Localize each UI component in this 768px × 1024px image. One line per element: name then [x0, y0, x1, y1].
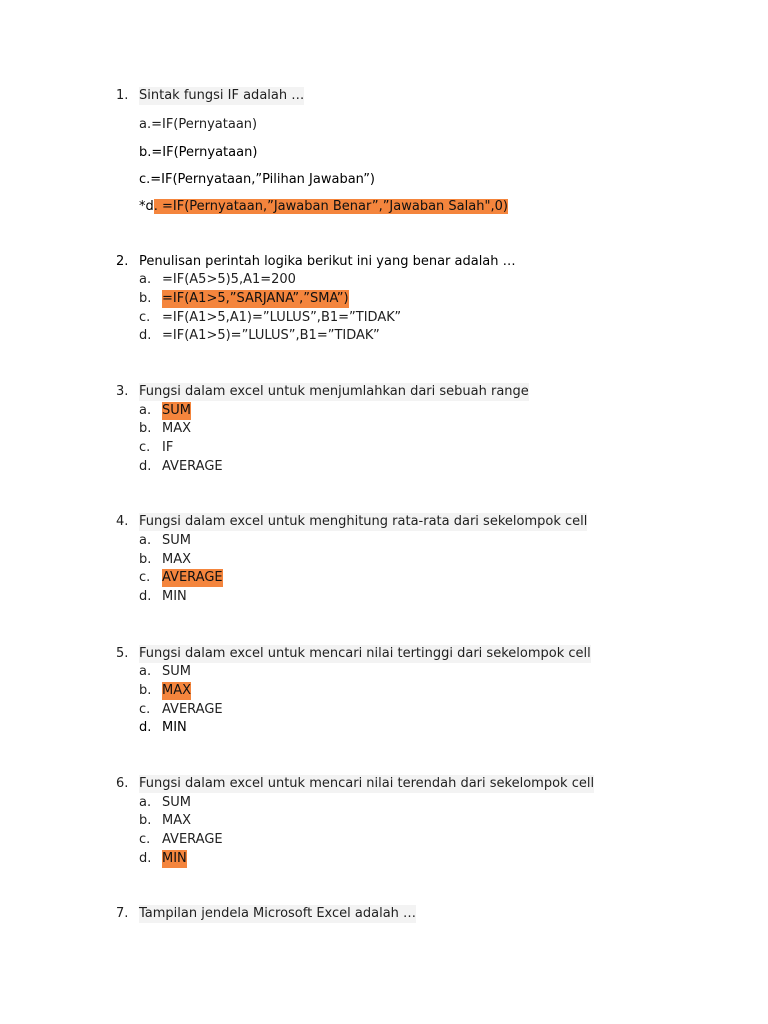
option-text: MAX — [162, 813, 192, 828]
option-letter: b. — [139, 552, 152, 567]
option-letter: a. — [139, 664, 152, 679]
option-letter: a. — [139, 533, 152, 548]
highlighted-answer: SUM — [162, 403, 191, 418]
option-letter: c. — [139, 440, 151, 455]
option-letter: c. — [139, 702, 151, 717]
highlighted-answer: AVERAGE — [162, 570, 223, 585]
question-text: Fungsi dalam excel untuk menjumlahkan dari sebuah range — [139, 384, 529, 399]
option-text: SUM — [162, 664, 191, 679]
question-number: 1. — [116, 88, 129, 103]
option-letter: a. — [139, 795, 152, 810]
option-letter: d. — [139, 851, 152, 866]
option-letter: b. — [139, 813, 152, 828]
option-letter: c. — [139, 310, 151, 325]
option-letter: b. — [139, 421, 152, 436]
question-text: Fungsi dalam excel untuk menghitung rata-rata dari sekelompok cell — [139, 514, 588, 529]
option-letter: d. — [139, 459, 152, 474]
option-text: AVERAGE — [162, 832, 223, 847]
option-text: =IF(A1>5,A1)=”LULUS”,B1=”TIDAK” — [162, 310, 402, 325]
q1-option-d — [139, 198, 508, 216]
highlighted-answer: =IF(A1>5,”SARJANA”,”SMA”) — [162, 291, 349, 306]
option-letter: d. — [139, 720, 152, 735]
option-letter: d. — [139, 328, 152, 343]
question-number: 2. — [116, 254, 129, 269]
highlighted-answer: . =IF(Pernyataan,”Jawaban Benar”,”Jawaban Salah",0) — [153, 199, 508, 214]
option-text: MAX — [162, 552, 192, 567]
option-text: AVERAGE — [162, 459, 223, 474]
q1-option-b: b.=IF(Pernyataan) — [139, 145, 258, 160]
option-text: MAX — [162, 421, 192, 436]
option-letter: d. — [139, 589, 152, 604]
option-letter: a. — [139, 403, 152, 418]
highlighted-answer: MIN — [162, 851, 187, 866]
option-letter: b. — [139, 683, 152, 698]
question-text: Fungsi dalam excel untuk mencari nilai tertinggi dari sekelompok cell — [139, 646, 591, 661]
question-text: Sintak fungsi IF adalah … — [139, 88, 305, 103]
option-text: MIN — [162, 720, 187, 735]
option-text: SUM — [162, 533, 191, 548]
highlighted-answer: MAX — [162, 683, 192, 698]
q1-option-a: a.=IF(Pernyataan) — [139, 117, 258, 132]
option-text: SUM — [162, 795, 191, 810]
question-text: Penulisan perintah logika berikut ini yang benar adalah … — [139, 254, 516, 269]
q1-option-c: c.=IF(Pernyataan,”Pilihan Jawaban”) — [139, 172, 375, 187]
question-number: 6. — [116, 776, 129, 791]
option-text: =IF(A5>5)5,A1=200 — [162, 272, 296, 287]
question-text: Fungsi dalam excel untuk mencari nilai terendah dari sekelompok cell — [139, 776, 595, 791]
answer-marker: *d — [139, 199, 154, 214]
option-letter: b. — [139, 291, 152, 306]
option-letter: a. — [139, 272, 152, 287]
question-text: Tampilan jendela Microsoft Excel adalah … — [139, 906, 417, 921]
option-text: AVERAGE — [162, 702, 223, 717]
question-number: 3. — [116, 384, 129, 399]
option-letter: c. — [139, 570, 151, 585]
question-number: 7. — [116, 906, 129, 921]
option-letter: c. — [139, 832, 151, 847]
question-number: 5. — [116, 646, 129, 661]
option-text: IF — [162, 440, 174, 455]
option-text: MIN — [162, 589, 187, 604]
question-number: 4. — [116, 514, 129, 529]
option-text: =IF(A1>5)=”LULUS”,B1=”TIDAK” — [162, 328, 380, 343]
